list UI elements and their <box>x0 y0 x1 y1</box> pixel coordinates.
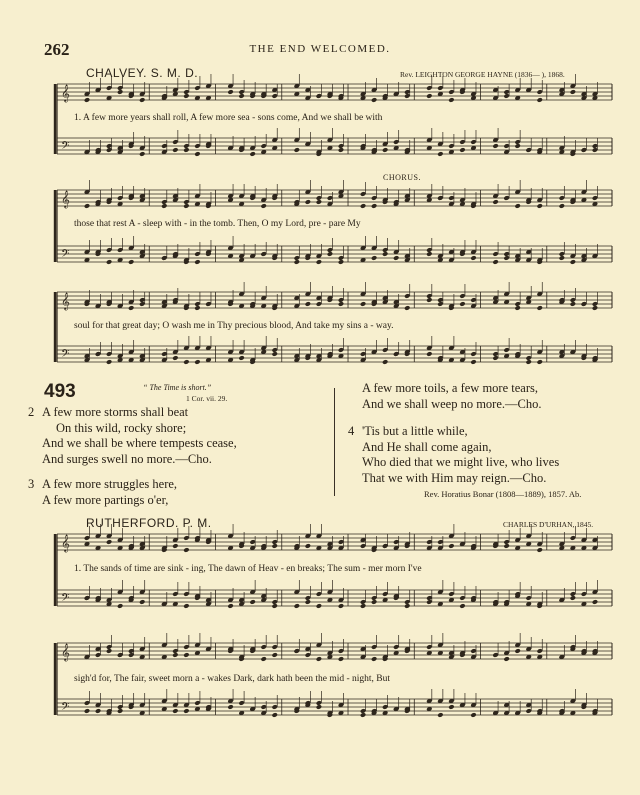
tune-name-rutherford: RUTHERFORD. P. M. <box>86 516 212 530</box>
tune-name-chalvey: CHALVEY. S. M. D. <box>86 66 199 80</box>
verse-line: 4 'Tis but a little while, <box>348 424 468 439</box>
svg-text:𝄢: 𝄢 <box>61 248 70 263</box>
tune-credit-rutherford: CHARLES D'URHAN, 1845. <box>503 520 594 529</box>
verse-line: A few more toils, a few more tears, <box>362 381 538 395</box>
svg-text:𝄢: 𝄢 <box>61 348 70 363</box>
svg-text:𝄞: 𝄞 <box>61 643 70 661</box>
svg-text:𝄢: 𝄢 <box>61 140 70 155</box>
svg-text:𝄞: 𝄞 <box>61 190 70 208</box>
verse-line: 3 A few more struggles here, <box>28 477 178 492</box>
column-divider <box>334 388 335 496</box>
verse-line: A few more partings o'er, <box>42 492 169 507</box>
lyric-line-4: 1. The sands of time are sink - ing, The dawn of Heav - en breaks; The sum - mer morn I've <box>74 564 422 574</box>
hymn-author: Rev. Horatius Bonar (1808—1889), 1857. Ab. <box>424 489 582 499</box>
tune-credit-chalvey: Rev. LEIGHTON GEORGE HAYNE (1836— ), 1868. <box>400 70 565 79</box>
svg-text:𝄞: 𝄞 <box>61 534 70 552</box>
verse-line: And He shall come again, <box>362 439 492 454</box>
verse-line: That we with Him may reign.—Cho. <box>362 470 547 485</box>
scripture-reference: 1 Cor. vii. 29. <box>186 394 228 403</box>
svg-text:𝄞: 𝄞 <box>61 292 70 310</box>
verse-line: Who died that we might live, who lives <box>362 455 560 470</box>
lyric-line-2: those that rest A - sleep with - in the tomb. Then, O my Lord, pre - pare My <box>74 219 361 229</box>
verses-left-column <box>28 405 237 509</box>
lyric-line-1: 1. A few more years shall roll, A few more sea - sons come, And we shall be with <box>74 113 383 123</box>
running-title: THE END WELCOMED. <box>249 43 391 55</box>
verses-right-column <box>348 381 559 487</box>
verse-line: On this wild, rocky shore; <box>56 420 187 435</box>
verse-line: 2 A few more storms shall beat <box>28 405 189 419</box>
verse-line: And we shall weep no more.—Cho. <box>362 396 542 411</box>
page-number: 262 <box>44 40 70 59</box>
svg-text:𝄞: 𝄞 <box>61 84 70 102</box>
verse-line: And we shall be where tempests cease, <box>42 436 237 451</box>
verse-line: And surges swell no more.—Cho. <box>42 451 212 466</box>
hymn-epigraph: “ The Time is short.” <box>143 383 212 392</box>
hymn-number: 493 <box>44 381 76 402</box>
chorus-label: CHORUS. <box>383 173 421 182</box>
lyric-line-5: sigh'd for, The fair, sweet morn a - wakes Dark, dark hath been the mid - night, But <box>74 674 391 684</box>
svg-text:𝄢: 𝄢 <box>61 592 70 607</box>
svg-text:𝄢: 𝄢 <box>61 701 70 716</box>
lyric-line-3: soul for that great day; O wash me in Thy precious blood, And take my sins a - way. <box>74 321 394 331</box>
